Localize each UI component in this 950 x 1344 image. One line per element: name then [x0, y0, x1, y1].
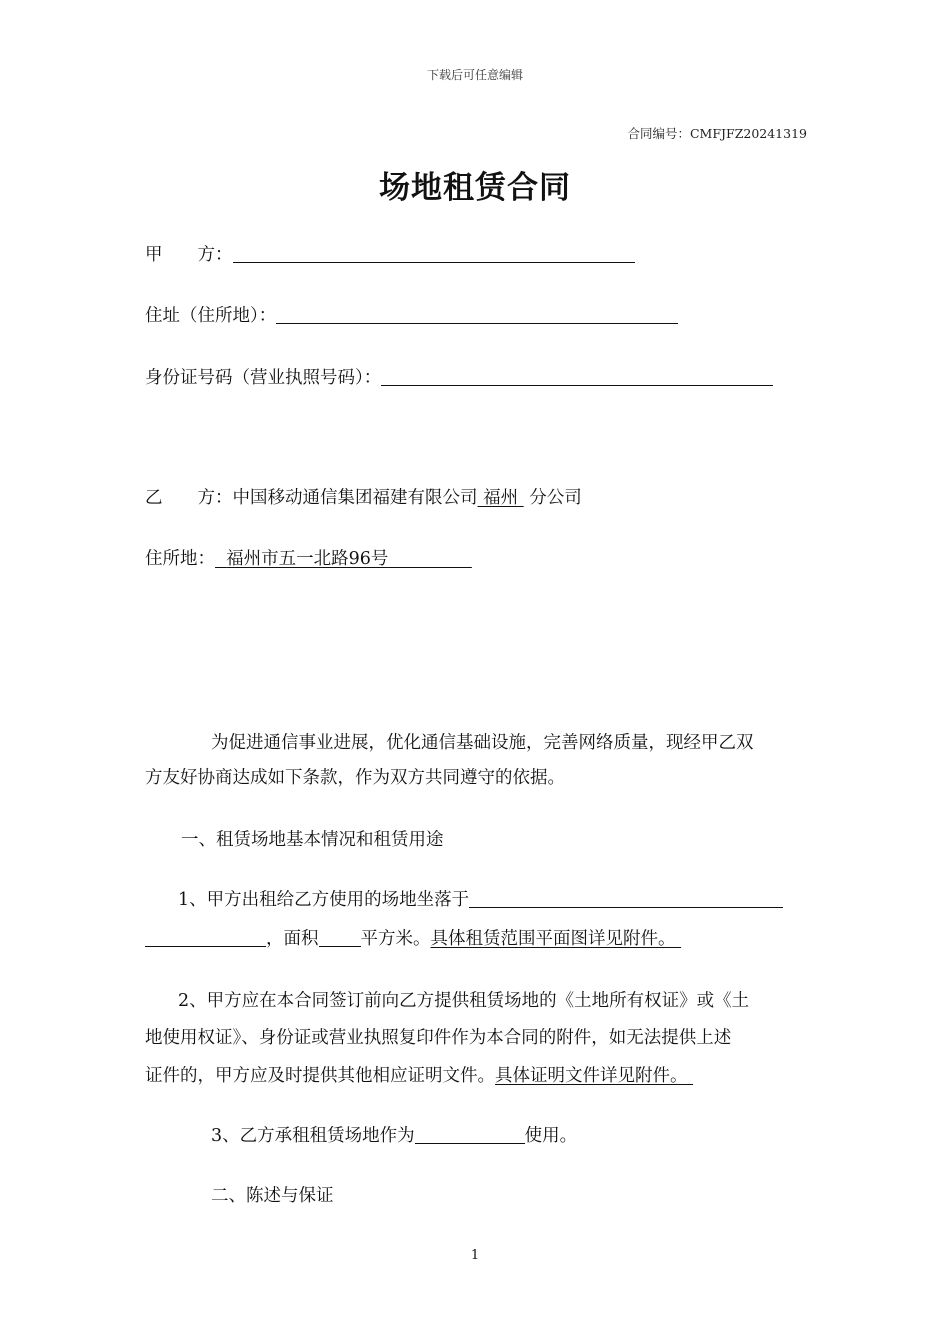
clause-3-prefix: 3、乙方承租租赁场地作为: [211, 1126, 415, 1146]
clause-2-note: 具体证明文件详见附件。: [495, 1066, 688, 1086]
header-note: 下载后可任意编辑: [426, 68, 523, 82]
party-a-line: [145, 243, 635, 267]
clause-3-suffix: 使用。: [524, 1126, 578, 1146]
clause-3-usage-blank: [415, 1125, 525, 1144]
intro-line-2: 方友好协商达成如下条款，作为双方共同遵守的依据。: [145, 768, 565, 788]
party-b-label: 乙 方：: [145, 488, 233, 508]
contract-number: 合同编号：CMFJFZ20241319: [627, 126, 807, 141]
page-number: 1: [470, 1248, 480, 1263]
party-a-address-line: [145, 304, 678, 328]
party-a-label: 甲 方：: [145, 245, 233, 265]
clause-1-note: 具体租赁范围平面图详见附件。: [430, 929, 676, 949]
party-a-address-label: 住址（住所地）：: [145, 306, 277, 326]
clause-1-text: 1、甲方出租给乙方使用的场地坐落于: [178, 890, 470, 910]
intro-line-1: 为促进通信事业进展，优化通信基础设施，完善网络质量，现经甲乙双: [211, 733, 754, 753]
party-b-address-label: 住所地：: [145, 549, 215, 569]
section-1-heading: 一、租赁场地基本情况和租赁用途: [181, 830, 444, 850]
clause-2-text: 证件的，甲方应及时提供其他相应证明文件。: [145, 1066, 495, 1086]
clause-1-location-blank-2: [145, 928, 266, 947]
party-b-branch-suffix: 分公司: [529, 488, 582, 508]
party-b-address-value: 福州市五一北路96号: [226, 549, 389, 569]
clause-1-line-2: [145, 927, 681, 951]
clause-1-area-prefix: ，面积: [266, 929, 319, 949]
clause-2-line-2: 地使用权证》、身份证或营业执照复印件作为本合同的附件，如无法提供上述: [145, 1028, 732, 1048]
document-title: 场地租赁合同: [379, 170, 571, 206]
clause-1-line-1: [178, 888, 783, 912]
party-b-line: [145, 486, 582, 510]
clause-1-location-blank: [469, 889, 783, 908]
clause-2-line-1: 2、甲方应在本合同签订前向乙方提供租赁场地的《土地所有权证》或《土: [178, 991, 750, 1011]
party-a-address-blank: [276, 305, 678, 324]
party-b-address-line: [145, 547, 472, 571]
clause-1-area-suffix: 平方米。: [360, 929, 431, 949]
clause-1-area-blank: [319, 928, 361, 947]
party-b-branch-city: 福州: [483, 488, 519, 508]
party-a-id-line: [145, 366, 773, 390]
party-a-id-label: 身份证号码（营业执照号码）：: [145, 368, 382, 388]
party-a-name-blank: [233, 244, 635, 263]
party-a-id-blank: [381, 367, 773, 386]
clause-2-line-3: [145, 1064, 693, 1088]
clause-3-line: [211, 1124, 577, 1148]
section-2-heading: 二、陈述与保证: [211, 1186, 334, 1206]
party-b-company: 中国移动通信集团福建有限公司: [232, 488, 478, 508]
